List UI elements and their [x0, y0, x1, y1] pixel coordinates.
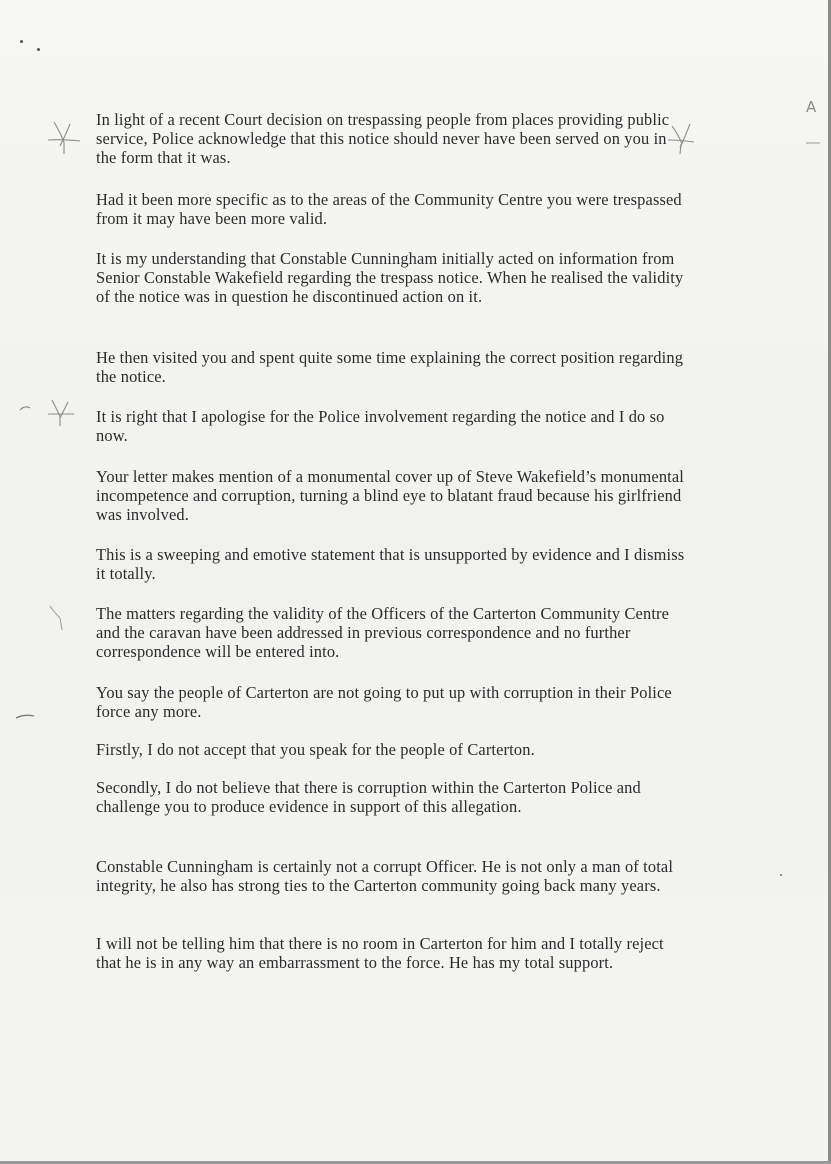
scan-speck — [780, 874, 782, 876]
paragraph-5: It is right that I apologise for the Police involvement regarding the notice and I do so now. — [96, 407, 665, 445]
paragraph-3: It is my understanding that Constable Cunningham initially acted on information from Senior Constable Wakefield regarding the trespass notice. When he realised the validity of the notice was in question he discontinued action on it. — [96, 249, 684, 306]
pencil-asterisk-mark-1 — [44, 118, 84, 158]
pencil-tick-mark — [44, 600, 74, 634]
paragraph-10: Firstly, I do not accept that you speak for the people of Carterton. — [96, 740, 535, 759]
scan-speck — [37, 48, 40, 51]
pencil-dash-mark-1 — [12, 710, 42, 724]
pencil-asterisk-mark-2 — [664, 120, 700, 160]
paragraph-9: You say the people of Carterton are not going to put up with corruption in their Police force any more. — [96, 683, 672, 721]
paragraph-7: This is a sweeping and emotive statement that is unsupported by evidence and I dismiss it totally. — [96, 545, 685, 583]
paragraph-8: The matters regarding the validity of the Officers of the Carterton Community Centre and the caravan have been addressed in previous correspondence and no further correspondence will be entered into. — [96, 604, 670, 661]
paragraph-1: In light of a recent Court decision on trespassing people from places providing public service, Police acknowledge that this notice should never have been served on you in the form that it was. — [96, 110, 670, 167]
pencil-margin-letter: A — [806, 98, 817, 116]
paragraph-13: I will not be telling him that there is no room in Carterton for him and I totally reject that he is in any way an embarrassment to the force. He has my total support. — [96, 934, 664, 972]
pencil-dash-mark-2 — [800, 136, 826, 150]
paragraph-6: Your letter makes mention of a monumental cover up of Steve Wakefield’s monumental incompetence and corruption, turning a blind eye to blatant fraud because his girlfriend was involved. — [96, 467, 685, 524]
paragraph-11: Secondly, I do not believe that there is corruption within the Carterton Police and challenge you to produce evidence in support of this allegation. — [96, 778, 641, 816]
paragraph-4: He then visited you and spent quite some time explaining the correct position regarding the notice. — [96, 348, 684, 386]
paragraph-12: Constable Cunningham is certainly not a corrupt Officer. He is not only a man of total integrity, he also has strong ties to the Carterton community going back many years. — [96, 857, 674, 895]
pencil-asterisk-mark-3 — [16, 396, 82, 430]
scan-speck — [20, 40, 23, 43]
paragraph-2: Had it been more specific as to the areas of the Community Centre you were trespassed from it may have been more valid. — [96, 190, 682, 228]
